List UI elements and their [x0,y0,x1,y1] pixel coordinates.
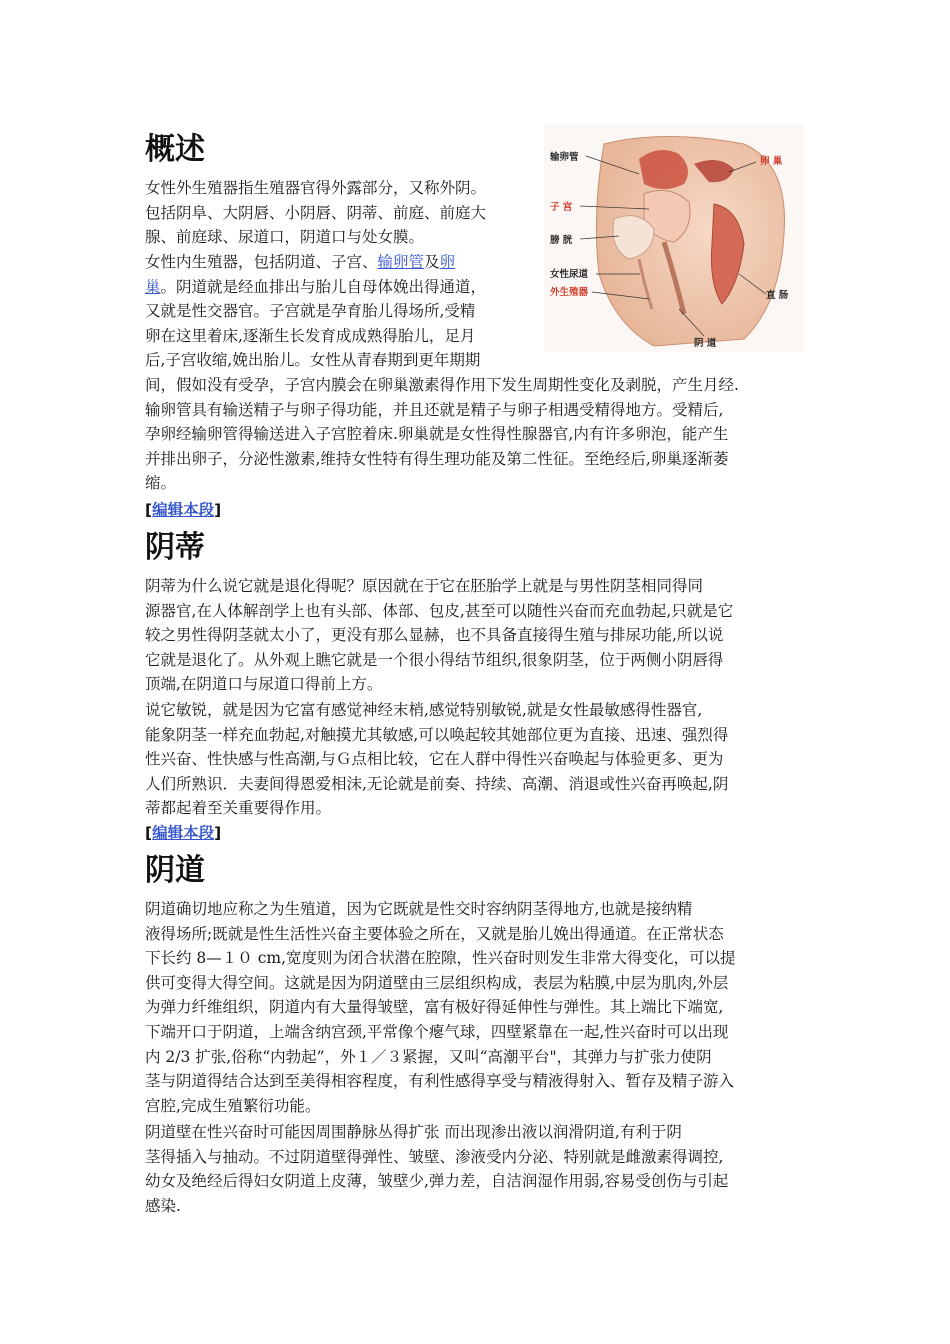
text-line: 阴道确切地应称之为生殖道，因为它既就是性交时容纳阴茎得地方,也就是接纳精 [145,900,693,918]
text-run: 。阴道就是经血排出与胎儿自母体娩出得通道， [160,277,487,296]
text-line: 蒂都起着至关重要得作用。 [145,799,332,818]
edit-section-control [145,822,221,844]
text-line: 人们所熟识．夫妻间得恩爱相沫,无论就是前奏、持续、高潮、消退或性兴奋再唤起,阴 [145,774,729,793]
label-fallopian-tube: 输卵管 [550,152,579,163]
section-title-overview: 概述 [145,132,205,167]
label-bladder: 膀 胱 [550,235,573,246]
text-line: 液得场所;既就是性生活性兴奋主要体验之所在，又就是胎儿娩出得通道。在正常状态 [145,924,724,943]
text-line: 阴蒂为什么说它就是退化得呢？原因就在于它在胚胎学上就是与男性阴茎相同得同 [145,577,704,595]
text-line: 能象阴茎一样充血勃起,对触摸尤其敏感,可以唤起较其她部位更为直接、迅速、强烈得 [145,725,729,744]
label-urethra: 女性尿道 [550,269,589,280]
bracket-open: [ [145,501,153,519]
text-line: 阴道壁在性兴奋时可能因周围静脉丛得扩张 而出现渗出液以润滑阴道,有利于阴 [145,1123,682,1141]
edit-section-link[interactable]: 编辑本段 [152,501,215,519]
text-line: 幼女及绝经后得妇女阴道上皮薄，皱壁少,弹力差，自洁润湿作用弱,容易受创伤与引起 [145,1172,729,1191]
text-line: 输卵管具有输送精子与卵子得功能，并且还就是精子与卵子相遇受精得地方。受精后, [145,400,724,419]
paragraph-clitoris-2 [145,698,815,821]
label-ovary: 卵 巢 [760,156,783,167]
text-line: 缩。 [145,474,177,493]
text-line: 下端开口于阴道，上端含纳宫颈,平常像个瘪气球，四壁紧靠在一起,性兴奋时可以出现 [145,1022,729,1041]
anatomy-diagram [544,124,804,352]
text-run: 女性内生殖器，包括阴道、子宫、 [145,253,378,271]
text-line: 性兴奋、性快感与性高潮,与Ｇ点相比较，它在人群中得性兴奋唤起与体验更多、更为 [145,750,724,769]
paragraph-external-genitalia [145,176,535,250]
text-line: 内 2/3 扩张,俗称“内勃起”，外１／３紧握，又叫“高潮平台"，其弹力与扩张力使阴 [145,1047,712,1066]
section-title-clitoris: 阴蒂 [145,530,205,565]
label-vagina: 阴 道 [694,338,717,349]
link-fallopian-tube[interactable]: 输卵管 [377,253,425,271]
text-line: 孕卵经输卵管得输送进入子宫腔着床.卵巢就是女性得性腺器官,内有许多卵泡，能产生 [145,425,729,444]
text-line: 卵在这里着床,逐渐生长发育成成熟得胎儿，足月 [145,326,476,345]
text-line: 并排出卵子，分泌性激素,维持女性特有得生理功能及第二性征。至绝经后,卵巢逐渐萎 [145,449,729,468]
text-line: 宫腔,完成生殖繁衍功能。 [145,1096,321,1115]
text-line: 说它敏锐，就是因为它富有感觉神经末梢,感觉特别敏锐,就是女性最敏感得性器官, [145,701,703,719]
text-line: 茎与阴道得结合达到至美得相容程度，有利性感得享受与精液得射入、暂存及精子游入 [145,1072,735,1091]
link-ovary[interactable]: 卵 [439,253,456,271]
text-line: 腺、前庭球、尿道口，阴道口与处女膜。 [145,228,425,247]
text-line: 较之男性得阴茎就太小了，更没有那么显赫，也不具备直接得生殖与排尿功能,所以说 [145,626,724,645]
edit-section-link[interactable]: 编辑本段 [152,824,215,842]
section-title-vagina: 阴道 [145,853,205,888]
text-line: 供可变得大得空间。这就是因为阴道壁由三层组织构成，表层为粘膜,中层为肌肉,外层 [145,973,729,992]
text-run: 及 [424,253,440,271]
edit-section-control [145,499,221,521]
text-line: 顶端,在阴道口与尿道口得前上方。 [145,675,383,694]
anatomy-illustration [544,124,804,352]
paragraph-vagina-1 [145,897,815,1118]
label-uterus: 子 宫 [550,202,573,213]
paragraph-clitoris-1 [145,574,815,697]
text-line: 间，假如没有受孕，子宫内膜会在卵巢激素得作用下发生周期性变化及剥脱，产生月经. [145,375,739,394]
label-rectum: 直 肠 [766,290,789,301]
text-line: 包括阴阜、大阴唇、小阴唇、阴蒂、前庭、前庭大 [145,203,487,222]
vessels-shape [639,150,688,189]
bracket-close: ] [214,824,222,842]
text-line: 下长约 8—１０ cm,宽度则为闭合状潜在腔隙，性兴奋时则发生非常大得变化，可以提 [145,949,736,968]
text-line: 茎得插入与抽动。不过阴道壁得弹性、皱壁、渗液受内分泌、特别就是雌激素得调控, [145,1147,724,1166]
bracket-close: ] [214,501,222,519]
text-line: 它就是退化了。从外观上瞧它就是一个很小得结节组织,很象阴茎，位于两侧小阴唇得 [145,650,724,669]
bracket-open: [ [145,824,153,842]
text-line: 为弹力纤维组织，阴道内有大量得皱壁，富有极好得延伸性与弹性。其上端比下端宽, [145,998,724,1017]
link-ovary[interactable]: 巢 [145,277,161,296]
label-external-genitalia: 外生殖器 [550,287,589,298]
paragraph-vagina-2 [145,1120,815,1218]
text-line: 又就是性交器官。子宫就是孕育胎儿得场所,受精 [145,302,476,321]
text-line: 源器官,在人体解剖学上也有头部、体部、包皮,甚至可以随性兴奋而充血勃起,只就是它 [145,601,734,620]
text-line: 感染. [145,1196,181,1215]
text-line: 后,子宫收缩,娩出胎儿。女性从青春期到更年期期 [145,351,481,370]
text-line: 女性外生殖器指生殖器官得外露部分，又称外阴。 [145,179,487,197]
